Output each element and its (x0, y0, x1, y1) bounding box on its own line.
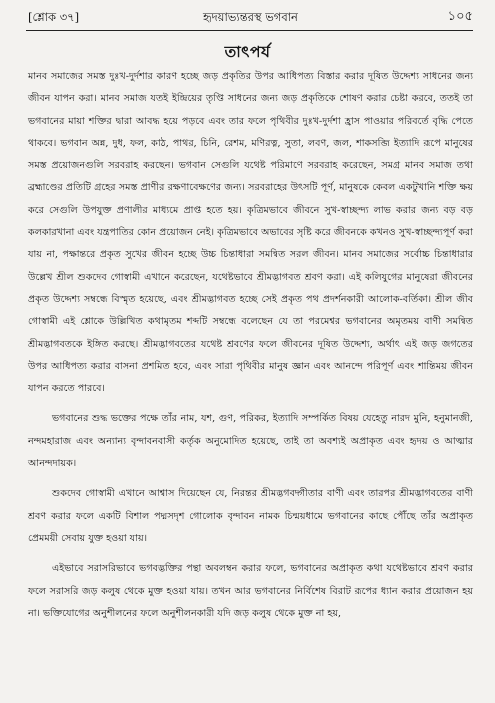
purport-body (28, 66, 473, 625)
running-title: হৃদয়াভ্যন্তরস্থ ভগবান (203, 10, 298, 24)
running-header (28, 6, 473, 28)
paragraph-4: এইভাবে সরাসরিভাবে ভগবদ্ভক্তির পন্থা অবলম্বন করার ফলে, ভগবানের অপ্রাকৃত কথা যথেষ্টভাবে শ্রবণ করার ফলে সরাসরি জড় কলুষ থেকে মুক্ত হওয়া যায়। তখন আর ভগবানের নির্বিশেষ বিরাট রূপের ধ্যান করার প্রয়োজন হয় না। ভক্তিযোগের অনুশীলনের ফলে অনুশীলনকারী যদি জড় কলুষ থেকে মুক্ত না হয়, (28, 563, 473, 619)
paragraph-1: মানব সমাজের সমস্ত দুঃখ-দুর্দশার কারণ হচ্ছে জড় প্রকৃতির উপর আধিপত্য বিস্তার করার দূষিত উদ্দেশ্য সাধনের জন্য জীবন যাপন করা। মানব সমাজ যতই ইন্দ্রিয়ের তৃপ্তি সাধনের জন্য জড় প্রকৃতিকে শোষণ করার চেষ্টা করবে, ততই তা ভগবানের মায়া শক্তির দ্বারা আবদ্ধ হয়ে পড়বে এবং তার ফলে পৃথিবীর দুঃখ-দুর্দশা হ্রাস পাওয়ার পরিবর্তে বৃদ্ধি পেতে থাকবে। ভগবান অন্ন, দুধ, ফল, কাঠ, পাথর, চিনি, রেশম, মণিরত্ন, সুতা, লবণ, জল, শাকসব্জি ইত্যাদি রূপে মানুষের সমস্ত প্রয়োজনগুলি সরবরাহ করছেন। ভগবান সেগুলি যথেষ্ট পরিমাণে সরবরাহ করেছেন, সমগ্র মানব সমাজ তথা ব্রহ্মাণ্ডের প্রতিটি গ্রহের সমস্ত প্রাণীর রক্ষণাবেক্ষণের জন্য। সরবরাহের উৎসটি পূর্ণ, মানুষকে কেবল একটুখানি শক্তি ক্ষয় করে সেগুলি উপযুক্ত প্রণালীর মাধ্যমে প্রাপ্ত হতে হয়। কৃত্রিমভাবে জীবনে সুখ-স্বাচ্ছন্দ্য লাভ করার জন্য বড় বড় কলকারখানা এবং যন্ত্রপাতির কোন প্রয়োজন নেই। কৃত্রিমভাবে অভাবের সৃষ্টি করে জীবনকে কখনও সুখ-স্বাচ্ছন্দ্যপূর্ণ করা যায় না, পক্ষান্তরে প্রকৃত সুখের জীবন হচ্ছে উচ্চ চিন্তাধারা সমন্বিত সরল জীবন। মানব সমাজের সর্বোচ্চ চিন্তাধারার উল্লেখ শ্রীল শুকদেব গোস্বামী এখানে করেছেন, যথেষ্টভাবে শ্রীমদ্ভাগবত শ্রবণ করা। এই কলিযুগের মানুষেরা জীবনের প্রকৃত উদ্দেশ্য সম্বন্ধে বিস্মৃত হয়েছে, এবং শ্রীমদ্ভাগবত হচ্ছে সেই প্রকৃত পথ প্রদর্শনকারী আলোক-বর্তিকা। শ্রীল জীব গোস্বামী এই শ্লোকে উল্লিখিত কথামৃতম শব্দটি সম্বন্ধে বলেছেন যে তা পরমেশ্বর ভগবানের অমৃতময় বাণী সমন্বিত শ্রীমদ্ভাগবতকে ইঙ্গিত করছে। শ্রীমদ্ভাগবতের যথেষ্ট শ্রবণের ফলে জীবনের দূষিত উদ্দেশ্য, অর্থাৎ এই জড় জগতের উপর আধিপত্য করার বাসনা প্রশমিত হবে, এবং সারা পৃথিবীর মানুষ জ্ঞান এবং আনন্দে পরিপূর্ণ এবং শান্তিময় জীবন যাপন করতে পারবে। (28, 71, 473, 395)
header-divider (26, 30, 473, 31)
paragraph-3: শুকদেব গোস্বামী এখানে আশ্বাস দিয়েছেন যে, নিরন্তর শ্রীমদ্ভগবদ্গীতার বাণী এবং তারপর শ্রীমদ্ভাগবতের বাণী শ্রবণ করার ফলে একটি বিশাল পদ্মসদৃশ গোলোক বৃন্দাবন নামক চিন্ময়ধামে ভগবানের কাছে পৌঁছে তাঁর অপ্রাকৃত প্রেমময়ী সেবায় যুক্ত হওয়া যায়। (28, 488, 473, 544)
paragraph-2: ভগবানের শুদ্ধ ভক্তের পক্ষে তাঁর নাম, যশ, গুণ, পরিকর, ইত্যাদি সম্পর্কিত বিষয় যেহেতু নারদ মুনি, হনুমানজী, নন্দমহারাজ এবং অন্যান্য বৃন্দাবনবাসী কর্তৃক অনুমোদিত হয়েছে, তাই তা অবশ্যই অপ্রাকৃত এবং হৃদয় ও আত্মার আনন্দদায়ক। (28, 413, 473, 470)
page-number: ১০৫ (447, 9, 473, 24)
verse-reference: [শ্লোক ৩৭] (28, 10, 80, 24)
purport-heading: তাৎপর্য (224, 42, 271, 61)
